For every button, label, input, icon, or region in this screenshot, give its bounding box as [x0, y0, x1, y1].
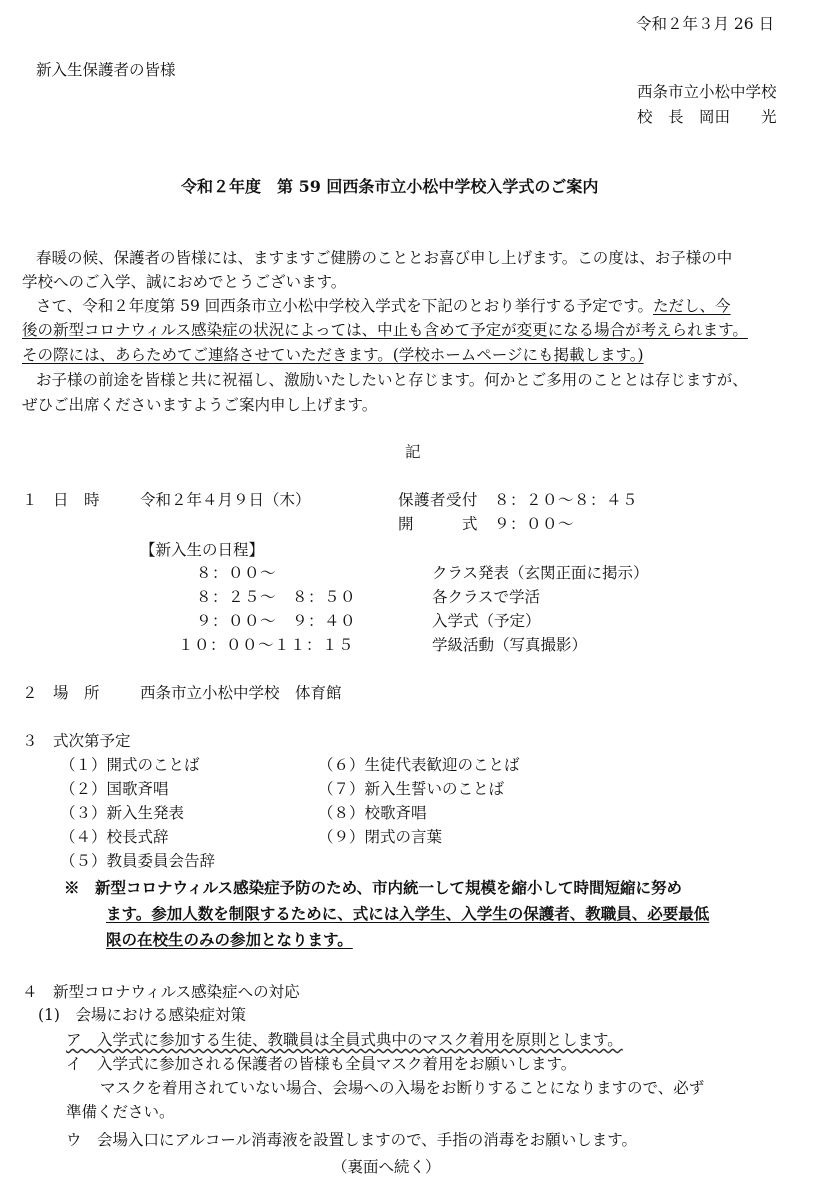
section-1-label: １ 日 時: [22, 491, 100, 509]
paragraph-2-underlined-text: ただし、今: [653, 297, 731, 315]
paragraph-1-line-1: 春暖の候、保護者の皆様には、ますますご健勝のこととお喜び申し上げます。この度は、お子様の中: [36, 249, 733, 267]
schedule-event: 入学式（予定）: [432, 612, 541, 630]
paragraph-2-text: さて、令和２年度第 59 回西条市立小松中学校入学式を下記のとおり挙行する予定です。: [36, 297, 654, 315]
event-date: 令和２年４月９日（木）: [140, 491, 311, 509]
section-3-label: ３ 式次第予定: [22, 732, 131, 750]
document-date: 令和２年３月 26 日: [636, 15, 775, 33]
schedule-time: ９：００～ ９：４０: [196, 612, 357, 630]
schedule-event: 各クラスで学活: [432, 588, 541, 606]
program-item: （６）生徒代表歓迎のことば: [318, 756, 520, 774]
program-item: （１）開式のことば: [60, 756, 200, 774]
paragraph-3-line-1: お子様の前途を皆様と共に祝福し、激励いたしたいと存じます。何かとご多用のこととは存じますが、: [36, 371, 748, 389]
covid-note-line-1: ※ 新型コロナウィルス感染症予防のため、市内統一して規模を縮小して時間短縮に努め: [64, 878, 682, 897]
item-u: ウ 会場入口にアルコール消毒液を設置しますので、手指の消毒をお願いします。: [66, 1131, 638, 1149]
schedule-title: 【新入生の日程】: [140, 541, 265, 559]
schedule-event: クラス発表（玄関正面に掲示）: [432, 564, 649, 582]
paragraph-1-line-2: 学校へのご入学、誠におめでとうございます。: [22, 273, 347, 291]
item-i-continuation-1: マスクを着用されていない場合、会場への入場をお断りすることになりますので、必ず: [100, 1079, 705, 1097]
schedule-event: 学級活動（写真撮影）: [432, 636, 588, 654]
program-item: （４）校長式辞: [60, 828, 169, 846]
program-item: （３）新入生発表: [60, 804, 185, 822]
sender-organization: 西条市立小松中学校: [637, 83, 777, 101]
item-a: ア 入学式に参加する生徒、教職員は全員式典中のマスク着用を原則とします。: [66, 1031, 623, 1049]
covid-note-line-3: 限の在校生のみの参加となります。: [106, 930, 353, 949]
program-item: （２）国歌斉唱: [60, 780, 169, 798]
ki-heading: 記: [405, 443, 421, 461]
program-item: （９）閉式の言葉: [318, 828, 443, 846]
item-i: イ 入学式に参加される保護者の皆様も全員マスク着用をお願いします。: [66, 1055, 577, 1073]
schedule-time: ８：００～: [196, 564, 277, 582]
item-i-continuation-2: 準備ください。: [66, 1103, 175, 1121]
program-item: （７）新入生誓いのことば: [318, 780, 505, 798]
program-item: （５）教員委員会告辞: [60, 852, 216, 870]
paragraph-2-line-1: [36, 296, 731, 316]
continued-note: （裏面へ続く）: [332, 1158, 441, 1176]
program-item: （８）校歌斉唱: [318, 804, 427, 822]
covid-note-line-2: ます。参加人数を制限するために、式には入学生、入学生の保護者、教職員、必要最低: [106, 904, 710, 923]
recipient-line: 新入生保護者の皆様: [36, 61, 176, 79]
venue: 西条市立小松中学校 体育館: [140, 684, 342, 702]
schedule-time: ８：２５～ ８：５０: [196, 588, 357, 606]
document-title: 令和２年度 第 59 回西条市立小松中学校入学式のご案内: [181, 177, 599, 196]
subsection-1-label: (1) 会場における感染症対策: [38, 1006, 246, 1024]
paragraph-2-line-2: 後の新型コロナウィルス感染症の状況によっては、中止も含めて予定が変更になる場合が考えられます。: [22, 321, 748, 339]
reception-time: 保護者受付 ８：２０～８：４５: [398, 491, 639, 509]
paragraph-3-line-2: ぜひご出席くださいますようご案内申し上げます。: [22, 396, 378, 414]
paragraph-2-line-3: その際には、あらためてご連絡させていただきます。(学校ホームページにも掲載します。): [22, 346, 644, 364]
section-2-label: ２ 場 所: [22, 684, 100, 702]
section-4-label: ４ 新型コロナウィルス感染症への対応: [22, 983, 300, 1001]
schedule-time: １０：００～１１：１５: [178, 636, 355, 654]
opening-time: 開 式 ９：００～: [398, 515, 575, 533]
sender-name: 校 長 岡田 光: [637, 108, 777, 126]
